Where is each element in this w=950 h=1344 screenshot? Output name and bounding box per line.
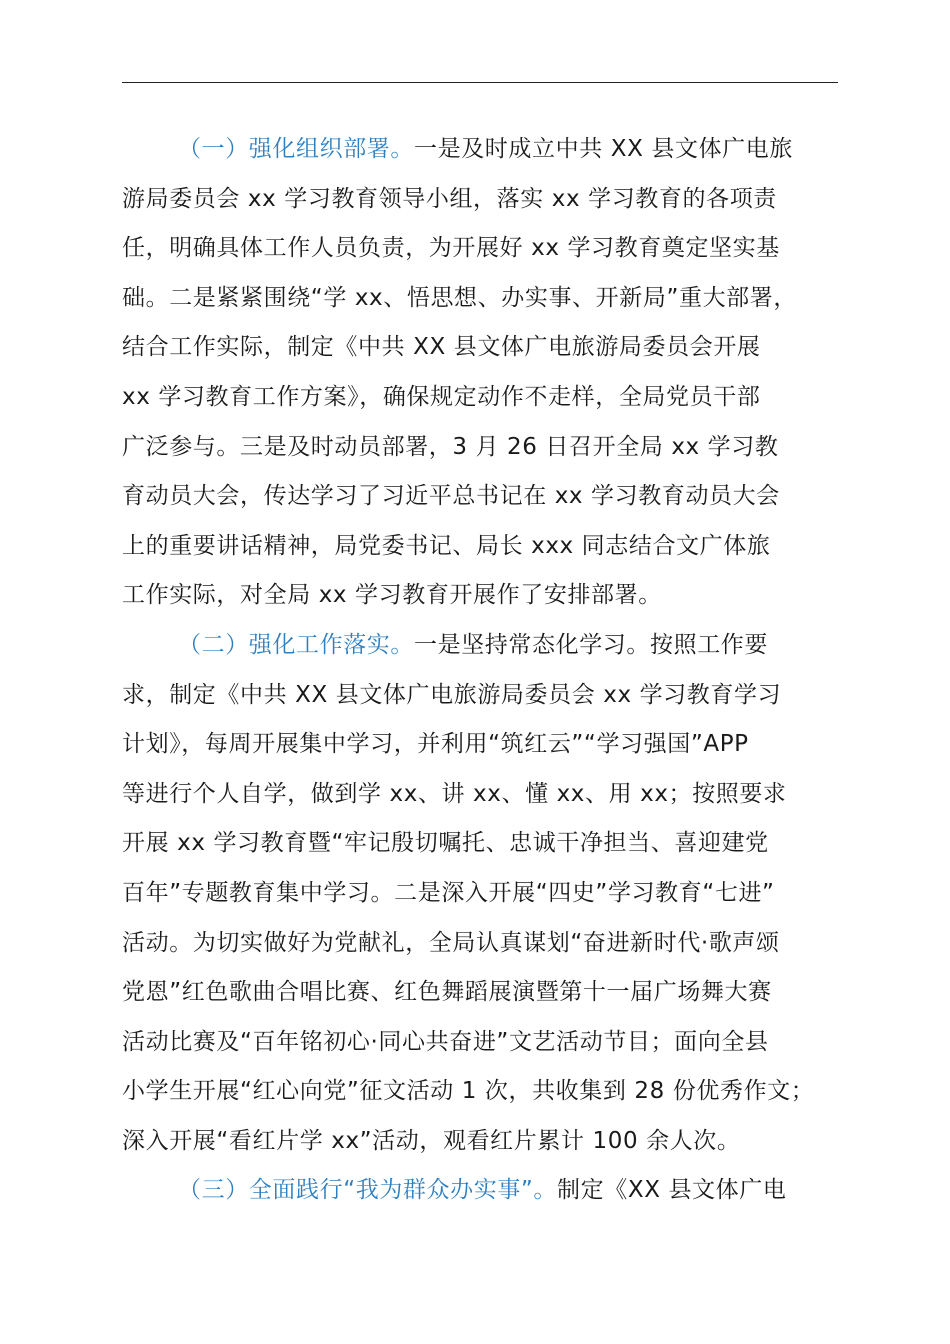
paragraph-line: 党恩”红色歌曲合唱比赛、红色舞蹈展演暨第十一届广场舞大赛 bbox=[122, 979, 772, 1006]
body-text: 一是及时成立中共 XX 县文体广电旅 bbox=[414, 136, 793, 162]
body-text: 制定《XX 县文体广电 bbox=[557, 1177, 787, 1204]
paragraph-line: 广泛参与。三是及时动员部署，3 月 26 日召开全局 xx 学习教 bbox=[122, 433, 779, 460]
paragraph-line: xx 学习教育工作方案》，确保规定动作不走样，全局党员干部 bbox=[122, 383, 761, 410]
paragraph-line: 等进行个人自学，做到学 xx、讲 xx、懂 xx、用 xx；按照要求 bbox=[122, 780, 787, 807]
section-heading: （三）全面践行“我为群众办实事”。 bbox=[178, 1177, 558, 1204]
paragraph-line: 百年”专题教育集中学习。二是深入开展“四史”学习教育“七进” bbox=[122, 879, 775, 906]
document-body bbox=[122, 125, 852, 1216]
paragraph-line: 活动。为切实做好为党献礼，全局认真谋划“奋进新时代·歌声颂 bbox=[122, 929, 780, 956]
paragraph-line: 游局委员会 xx 学习教育领导小组，落实 xx 学习教育的各项责 bbox=[122, 185, 777, 212]
section-heading: （一）强化组织部署。 bbox=[178, 136, 414, 162]
paragraph-line: 结合工作实际，制定《中共 XX 县文体广电旅游局委员会开展 bbox=[122, 334, 761, 361]
paragraph-line: 开展 xx 学习教育暨“牢记殷切嘱托、忠诚干净担当、喜迎建党 bbox=[122, 830, 769, 857]
paragraph-line: 育动员大会，传达学习了习近平总书记在 xx 学习教育动员大会 bbox=[122, 483, 780, 510]
body-text: 一是坚持常态化学习。按照工作要 bbox=[414, 631, 768, 658]
paragraph-line: 活动比赛及“百年铭初心·同心共奋进”文艺活动节目；面向全县 bbox=[122, 1028, 769, 1055]
paragraph-line: 任，明确具体工作人员负责，为开展好 xx 学习教育奠定坚实基 bbox=[122, 235, 780, 262]
paragraph-line: 计划》，每周开展集中学习，并利用“筑红云”“学习强国”APP bbox=[122, 731, 749, 758]
paragraph-line: 小学生开展“红心向党”征文活动 1 次，共收集到 28 份优秀作文； bbox=[122, 1078, 815, 1105]
paragraph-line: 础。二是紧紧围绕“学 xx、悟思想、办实事、开新局”重大部署， bbox=[122, 284, 797, 311]
header-rule bbox=[122, 82, 838, 83]
paragraph-line bbox=[122, 1166, 852, 1216]
paragraph-line bbox=[122, 621, 852, 671]
paragraph-line: 工作实际，对全局 xx 学习教育开展作了安排部署。 bbox=[122, 582, 662, 609]
paragraph-line bbox=[122, 125, 852, 175]
paragraph-line: 求，制定《中共 XX 县文体广电旅游局委员会 xx 学习教育学习 bbox=[122, 681, 782, 708]
section-heading: （二）强化工作落实。 bbox=[178, 631, 414, 658]
paragraph-line: 深入开展“看红片学 xx”活动，观看红片累计 100 余人次。 bbox=[122, 1127, 741, 1154]
paragraph-line: 上的重要讲话精神，局党委书记、局长 xxx 同志结合文广体旅 bbox=[122, 532, 771, 559]
